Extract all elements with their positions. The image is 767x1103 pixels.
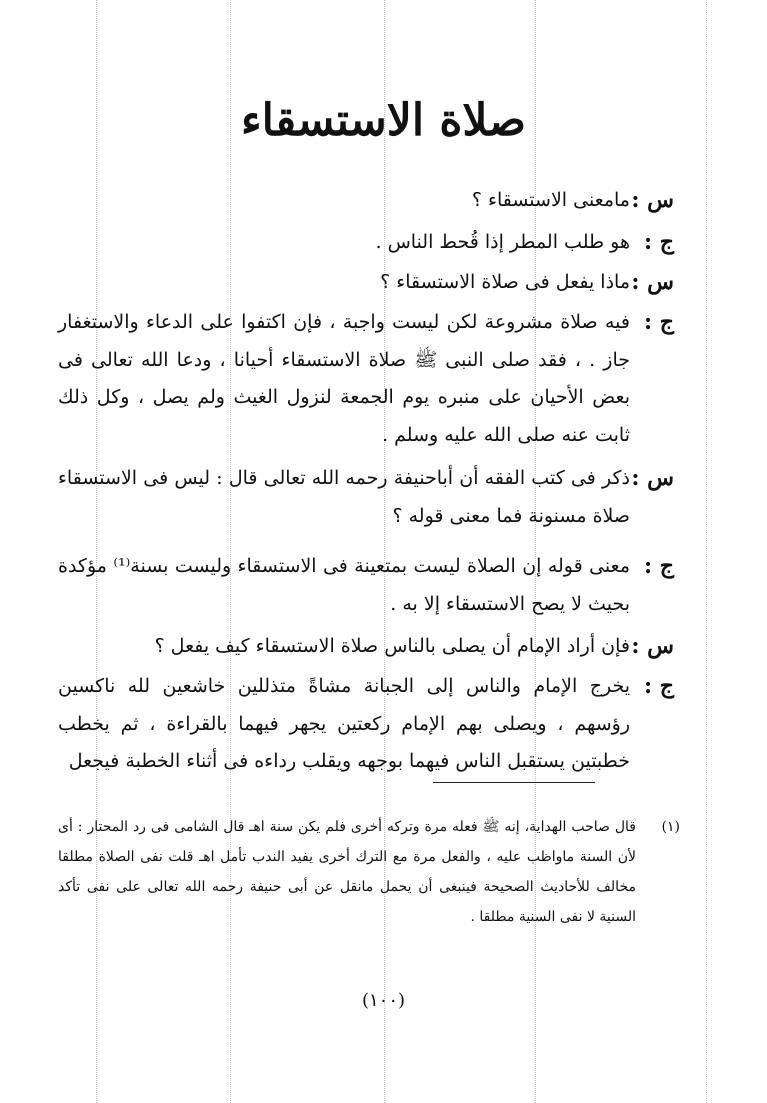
footnote-divider: [433, 782, 595, 783]
question-text: مامعنى الاستسقاء ؟: [471, 189, 630, 211]
question-marker: س :: [631, 633, 674, 659]
answer-text: يخرج الإمام والناس إلى الجبانة مشاةً متذللين خاشعين لله ناكسين رؤسهم ، ويصلى بهم الإمام ركعتين يجهر فيهما بالقراءة ، ثم يخطب خطبتين يستقبل الناس فيهما بوجهه ويقلب رداءه فى أثناء الخطبة فيجعل: [58, 675, 630, 772]
answer-text: هو طلب المطر إذا قُحط الناس .: [375, 231, 630, 253]
dotted-guide-line: [706, 0, 707, 1103]
qa-item: [58, 264, 674, 302]
answer-marker: ج :: [644, 673, 674, 699]
question-marker: س :: [631, 465, 674, 491]
question-text: ماذا يفعل فى صلاة الاستسقاء ؟: [380, 271, 630, 293]
answer-marker: ج :: [644, 229, 674, 255]
answer-marker: ج :: [644, 553, 674, 579]
question-marker: س :: [631, 187, 674, 213]
qa-item: [58, 548, 674, 623]
qa-item: [58, 628, 674, 666]
question-text: ذكر فى كتب الفقه أن أباحنيفة رحمه الله تعالى قال : ليس فى الاستسقاء صلاة مسنونة فما معنى قوله ؟: [58, 467, 630, 527]
answer-text: معنى قوله إن الصلاة ليست بمتعينة فى الاستسقاء وليست بسنة⁽¹⁾ مؤكدة بحيث لا يصح الاستسقاء إلا به .: [58, 555, 630, 615]
question-text: فإن أراد الإمام أن يصلى بالناس صلاة الاستسقاء كيف يفعل ؟: [154, 635, 630, 657]
footnote-marker: (١): [661, 819, 680, 835]
footnote-text: قال صاحب الهداية، إنه ﷺ فعله مرة وتركه أخرى فلم يكن سنة اهـ قال الشامى فى رد المحتار : أى لأن السنة ماواظب عليه ، والفعل مرة مع الترك أخرى يفيد الندب تأمل اهـ قلت نفى الصلاة مطلقا مخالف للأحاديث الصحيحة فينبغى أن يحمل مانقل عن أبى حنيفة رحمه الله تعالى على نفى تأكد السنية لا نفى السنية مطلقا .: [58, 819, 636, 925]
qa-item: [58, 460, 674, 535]
answer-marker: ج :: [644, 309, 674, 335]
page-number: (١٠٠): [361, 990, 406, 1011]
question-marker: س :: [631, 269, 674, 295]
answer-text: فيه صلاة مشروعة لكن ليست واجبة ، فإن اكتفوا على الدعاء والاستغفار جاز . ، فقد صلى النبى ﷺ صلاة الاستسقاء أحيانا ، ودعا الله تعالى فى بعض الأحيان على منبره يوم الجمعة لنزول الغيث ولم يصل ، وكل ذلك ثابت عنه صلى الله عليه وسلم .: [58, 311, 630, 446]
qa-item: [58, 668, 674, 781]
footnote: [58, 812, 680, 932]
qa-item: [58, 224, 674, 262]
page-title: صلاة الاستسقاء: [240, 95, 527, 146]
qa-item: [58, 304, 674, 454]
qa-item: [58, 182, 674, 220]
